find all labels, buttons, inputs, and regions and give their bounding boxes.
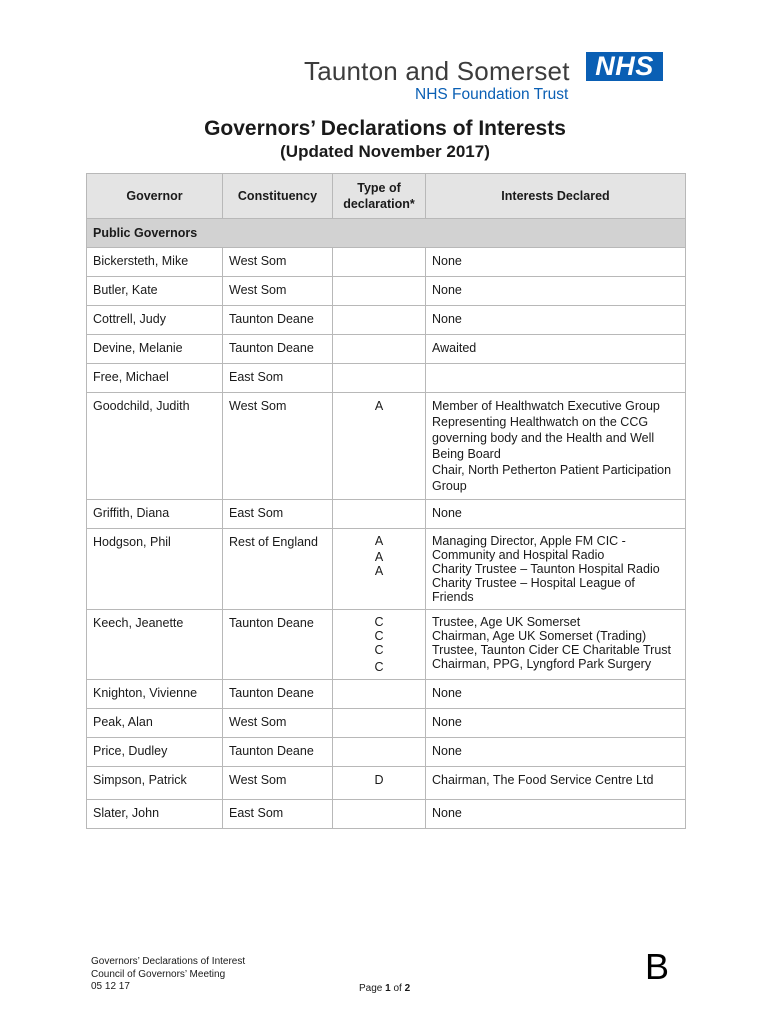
footer [91, 956, 245, 994]
page-current: 1 [385, 983, 391, 994]
declaration-type [333, 709, 426, 738]
governor-name: Simpson, Patrick [87, 767, 223, 800]
section-row [87, 219, 686, 248]
declaration-type [333, 738, 426, 767]
declaration-type [333, 248, 426, 277]
page-of: of [390, 983, 405, 994]
interests-declared: None [426, 306, 686, 335]
governor-name: Keech, Jeanette [87, 610, 223, 680]
footer-date: 05 12 17 [91, 981, 130, 992]
interests-declared [426, 393, 686, 500]
interest-line: Charity Trustee – Taunton Hospital Radio [432, 562, 660, 576]
constituency: West Som [223, 767, 333, 800]
type-code: A [374, 399, 384, 413]
constituency: West Som [223, 393, 333, 500]
constituency: Taunton Deane [223, 335, 333, 364]
declaration-type [333, 610, 426, 680]
table-row [87, 709, 686, 738]
governor-name: Peak, Alan [87, 709, 223, 738]
constituency: West Som [223, 709, 333, 738]
interests-declared: None [426, 680, 686, 709]
table-row [87, 306, 686, 335]
declaration-type [333, 680, 426, 709]
interest-line: Trustee, Age UK Somerset [432, 615, 581, 629]
governor-name: Slater, John [87, 800, 223, 829]
table-row [87, 364, 686, 393]
constituency: Taunton Deane [223, 680, 333, 709]
declaration-type [333, 335, 426, 364]
interests-declared: None [426, 248, 686, 277]
constituency: Taunton Deane [223, 610, 333, 680]
interest-line: Chair, North Petherton Patient Participation Group [432, 463, 672, 493]
interests-declared: Awaited [426, 335, 686, 364]
interest-line: Trustee, Taunton Cider CE Charitable Trust [432, 643, 672, 657]
type-code: D [374, 773, 384, 787]
interests-declared [426, 610, 686, 680]
declaration-type [333, 364, 426, 393]
interests-declared [426, 529, 686, 610]
governor-name: Hodgson, Phil [87, 529, 223, 610]
declarations-table [86, 173, 686, 829]
org-name: Taunton and Somerset [304, 56, 570, 86]
nhs-logo: NHS [586, 52, 663, 81]
governor-name: Free, Michael [87, 364, 223, 393]
type-code: C [374, 629, 384, 643]
table-row [87, 529, 686, 610]
declaration-type [333, 306, 426, 335]
constituency: East Som [223, 500, 333, 529]
governor-name: Bickersteth, Mike [87, 248, 223, 277]
declaration-type [333, 500, 426, 529]
governor-name: Griffith, Diana [87, 500, 223, 529]
declaration-type [333, 767, 426, 800]
interests-declared: Chairman, The Food Service Centre Ltd [426, 767, 686, 800]
constituency: East Som [223, 364, 333, 393]
interest-line: Representing Healthwatch on the CCG governing body and the Health and Well Being Board [432, 415, 655, 461]
interest-line: Managing Director, Apple FM CIC - Community and Hospital Radio [432, 534, 626, 562]
constituency: West Som [223, 248, 333, 277]
table-header-row [87, 174, 686, 219]
interest-line: Charity Trustee – Hospital League of Friends [432, 576, 635, 604]
table-row [87, 767, 686, 800]
constituency: Taunton Deane [223, 738, 333, 767]
governor-name: Knighton, Vivienne [87, 680, 223, 709]
governor-name: Butler, Kate [87, 277, 223, 306]
type-code: C [374, 615, 384, 629]
declaration-type [333, 529, 426, 610]
table-row [87, 393, 686, 500]
interests-declared [426, 364, 686, 393]
table-row [87, 248, 686, 277]
column-header-interests: Interests Declared [426, 174, 686, 219]
table-row [87, 277, 686, 306]
type-code: A [374, 564, 384, 578]
type-code: C [374, 643, 384, 657]
footer-doc-title: Governors’ Declarations of Interest [91, 956, 246, 967]
section-label: Public Governors [87, 219, 686, 248]
interests-declared: None [426, 500, 686, 529]
interest-line: Chairman, Age UK Somerset (Trading) [432, 629, 647, 643]
table-row [87, 500, 686, 529]
footer-meeting: Council of Governors’ Meeting [91, 968, 226, 980]
page-number [359, 983, 410, 994]
interests-declared: None [426, 709, 686, 738]
page-total: 2 [404, 983, 411, 994]
governor-name: Cottrell, Judy [87, 306, 223, 335]
table-row [87, 738, 686, 767]
interests-declared: None [426, 277, 686, 306]
table-row [87, 680, 686, 709]
governor-name: Price, Dudley [87, 738, 223, 767]
governor-name: Devine, Melanie [87, 335, 223, 364]
page-title: Governors’ Declarations of Interests [204, 117, 566, 140]
page-prefix: Page [359, 983, 386, 994]
column-header-type: Type of declaration* [333, 174, 426, 219]
type-code: C [374, 660, 384, 674]
type-code: A [374, 534, 384, 548]
interests-declared: None [426, 738, 686, 767]
corner-mark: B [645, 946, 670, 987]
interest-line: Member of Healthwatch Executive Group [432, 399, 660, 413]
table-row [87, 335, 686, 364]
table-row [87, 800, 686, 829]
column-header-constituency: Constituency [223, 174, 333, 219]
constituency: Taunton Deane [223, 306, 333, 335]
page-subtitle: (Updated November 2017) [280, 142, 490, 161]
constituency: Rest of England [223, 529, 333, 610]
governor-name: Goodchild, Judith [87, 393, 223, 500]
constituency: West Som [223, 277, 333, 306]
interest-line: Chairman, PPG, Lyngford Park Surgery [432, 657, 652, 671]
declaration-type [333, 393, 426, 500]
declaration-type [333, 277, 426, 306]
constituency: East Som [223, 800, 333, 829]
org-subtitle: NHS Foundation Trust [415, 86, 569, 103]
type-code: A [374, 550, 384, 564]
interests-declared: None [426, 800, 686, 829]
declaration-type [333, 800, 426, 829]
table-row [87, 610, 686, 680]
column-header-governor: Governor [87, 174, 223, 219]
